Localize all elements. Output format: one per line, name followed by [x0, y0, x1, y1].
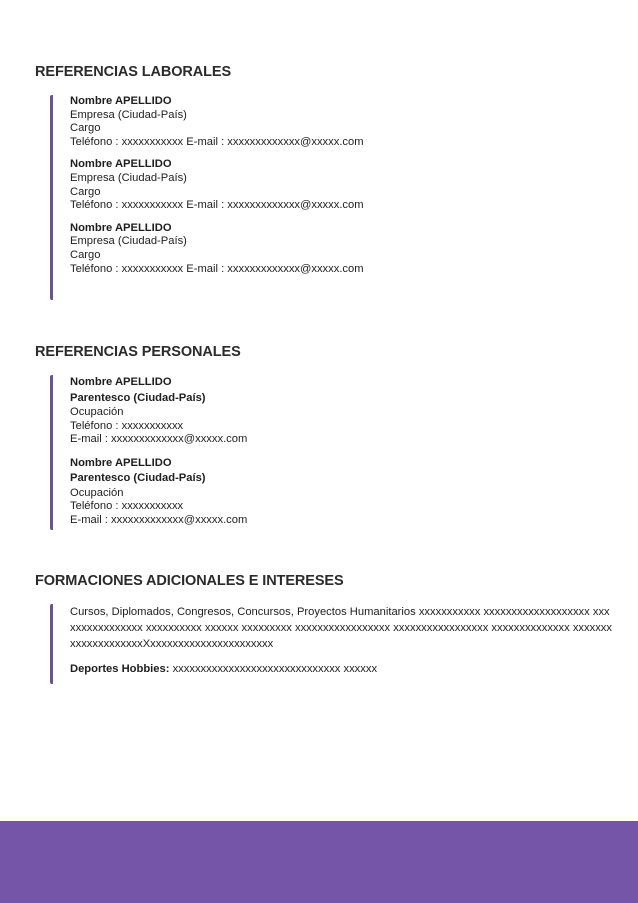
reference-role: Cargo	[70, 248, 101, 261]
hobbies-text: xxxxxxxxxxxxxxxxxxxxxxxxxxxxxx xxxxxx	[169, 663, 378, 675]
reference-role: Cargo	[70, 185, 101, 198]
section-title-personales: REFERENCIAS PERSONALES	[35, 344, 241, 360]
reference-phone: Teléfono : xxxxxxxxxxx	[70, 419, 184, 432]
reference-email: E-mail : xxxxxxxxxxxxx@xxxxx.com	[70, 513, 248, 526]
reference-phone: Teléfono : xxxxxxxxxxx	[70, 500, 184, 513]
reference-company: Empresa (Ciudad-País)	[70, 235, 187, 248]
personal-reference-1	[70, 375, 247, 447]
reference-contact: Teléfono : xxxxxxxxxxx E-mail : xxxxxxxxxxxxx@xxxxx.com	[70, 199, 364, 212]
work-reference-3	[70, 222, 364, 276]
reference-name: Nombre APELLIDO	[70, 95, 172, 107]
hobbies-line	[70, 661, 615, 677]
reference-occupation: Ocupación	[70, 486, 124, 499]
reference-occupation: Ocupación	[70, 406, 124, 418]
reference-contact: Teléfono : xxxxxxxxxxx E-mail : xxxxxxxxxxxxx@xxxxx.com	[70, 135, 364, 148]
reference-name: Nombre APELLIDO	[70, 158, 172, 171]
reference-email: E-mail : xxxxxxxxxxxxx@xxxxx.com	[70, 433, 248, 446]
section-formaciones	[50, 604, 615, 684]
work-reference-2	[70, 158, 364, 212]
footer-bar	[0, 821, 638, 903]
reference-relation: Parentesco (Ciudad-País)	[70, 472, 206, 485]
section-title-formaciones: FORMACIONES ADICIONALES E INTERESES	[35, 573, 344, 589]
reference-company: Empresa (Ciudad-País)	[70, 171, 187, 184]
work-reference-1	[70, 95, 364, 149]
reference-company: Empresa (Ciudad-País)	[70, 108, 187, 121]
section-laborales	[50, 95, 364, 300]
reference-role: Cargo	[70, 122, 101, 135]
personal-reference-2	[70, 456, 247, 528]
reference-name: Nombre APELLIDO	[70, 456, 172, 469]
section-title-laborales: REFERENCIAS LABORALES	[35, 64, 232, 80]
reference-contact: Teléfono : xxxxxxxxxxx E-mail : xxxxxxxxxxxxx@xxxxx.com	[70, 262, 364, 275]
courses-paragraph: Cursos, Diplomados, Congresos, Concursos, Proyectos Humanitarios xxxxxxxxxxx xxxxxxxxxxxxxxxxxxx xxxxxxxxxxxxxxxx xxxxxxxxxx xxxxxx xxxxxxxxx xxxxxxxxxxxxxxxxx xxxxxxxxxxxxxxxxx xxxxxxxxxxxxxx xxxxxxxxxxxxxxxxxxxxXxxxxxxxxxxxxxxxxxxxxxx	[70, 606, 612, 650]
reference-name: Nombre APELLIDO	[70, 376, 172, 388]
hobbies-label: Deportes Hobbies:	[70, 663, 170, 675]
reference-relation: Parentesco (Ciudad-País)	[70, 391, 206, 404]
reference-name: Nombre APELLIDO	[70, 221, 172, 234]
section-personales	[50, 375, 247, 530]
